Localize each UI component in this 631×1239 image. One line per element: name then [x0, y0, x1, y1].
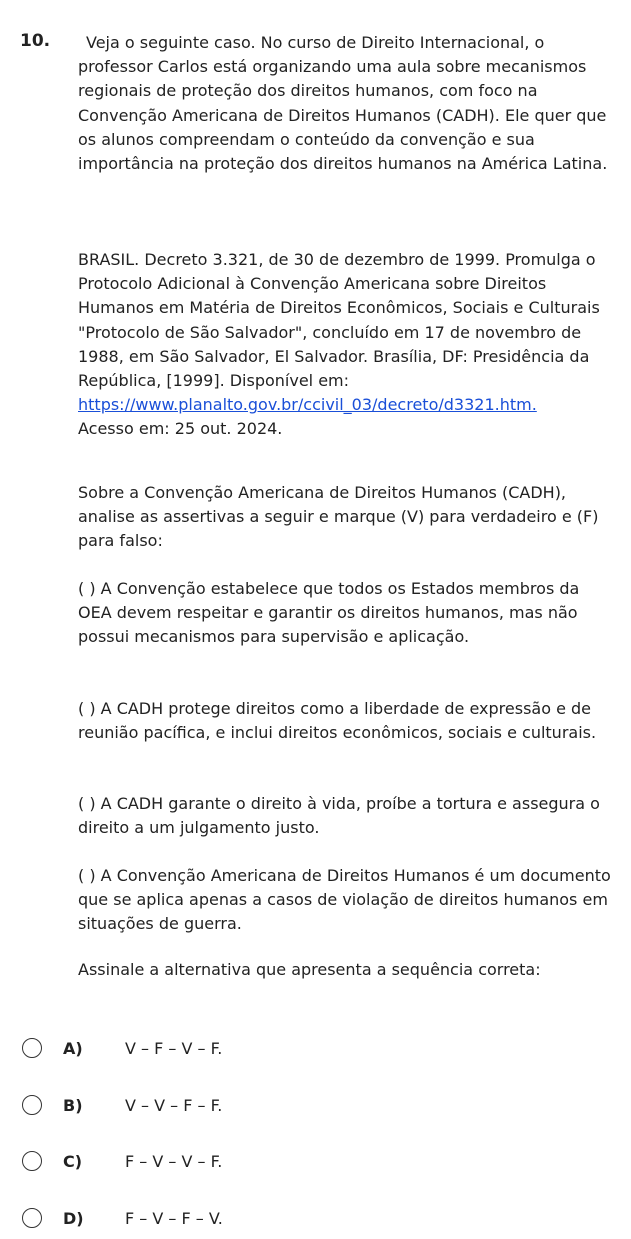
- radio-circle-icon[interactable]: [22, 1151, 42, 1171]
- question-intro: Veja o seguinte caso. No curso de Direito Internacional, o professor Carlos está organizando uma aula sobre mecanismos regionais de proteção dos direitos humanos, com foco na Convenção Americana de Direitos Humanos (CADH). Ele quer que os alunos compreendam o conteúdo da convenção e sua importância na proteção dos direitos humanos na América Latina.: [78, 33, 608, 174]
- access-date: Acesso em: 25 out. 2024.: [78, 419, 283, 439]
- option-letter: D): [63, 1208, 84, 1228]
- option-letter: C): [63, 1151, 83, 1171]
- option-text: F – V – V – F.: [125, 1151, 223, 1171]
- radio-circle-icon[interactable]: [22, 1038, 42, 1058]
- option-letter: B): [63, 1095, 83, 1115]
- option-text: F – V – F – V.: [125, 1208, 223, 1228]
- question-number: 10.: [20, 31, 51, 51]
- option-c[interactable]: [22, 1146, 222, 1176]
- statement-4: ( ) A Convenção Americana de Direitos Humanos é um documento que se aplica apenas a casos de violação de direitos humanos em situações de guerra.: [78, 866, 611, 934]
- statement-2: ( ) A CADH protege direitos como a liberdade de expressão e de reunião pacífica, e inclui direitos econômicos, sociais e culturais.: [78, 699, 597, 743]
- option-text: V – V – F – F.: [125, 1095, 223, 1115]
- statement-1: ( ) A Convenção estabelece que todos os Estados membros da OEA devem respeitar e garantir os direitos humanos, mas não possui mecanismos para supervisão e aplicação.: [78, 579, 580, 647]
- option-a[interactable]: [22, 1033, 222, 1063]
- reference-text: BRASIL. Decreto 3.321, de 30 de dezembro de 1999. Promulga o Protocolo Adicional à Convenção Americana sobre Direitos Humanos em Matéria de Direitos Econômicos, Sociais e Culturais "Protocolo de São Salvador", concluído em 17 de novembro de 1988, em São Salvador, El Salvador. Brasília, DF: Presidência da República, [1999]. Disponível em:: [78, 250, 600, 391]
- answer-prompt: Assinale a alternativa que apresenta a sequência correta:: [78, 960, 541, 979]
- radio-circle-icon[interactable]: [22, 1095, 42, 1115]
- reference-link[interactable]: https://www.planalto.gov.br/ccivil_03/decreto/d3321.htm.: [78, 395, 537, 415]
- instruction-text: Sobre a Convenção Americana de Direitos Humanos (CADH), analise as assertivas a seguir e marque (V) para verdadeiro e (F) para falso:: [78, 483, 599, 551]
- option-b[interactable]: [22, 1090, 222, 1120]
- option-letter: A): [63, 1038, 83, 1058]
- statement-3: ( ) A CADH garante o direito à vida, proíbe a tortura e assegura o direito a um julgamento justo.: [78, 794, 600, 838]
- option-text: V – F – V – F.: [125, 1038, 223, 1058]
- reference-citation: [78, 248, 618, 442]
- option-d[interactable]: [22, 1203, 223, 1233]
- radio-circle-icon[interactable]: [22, 1208, 42, 1228]
